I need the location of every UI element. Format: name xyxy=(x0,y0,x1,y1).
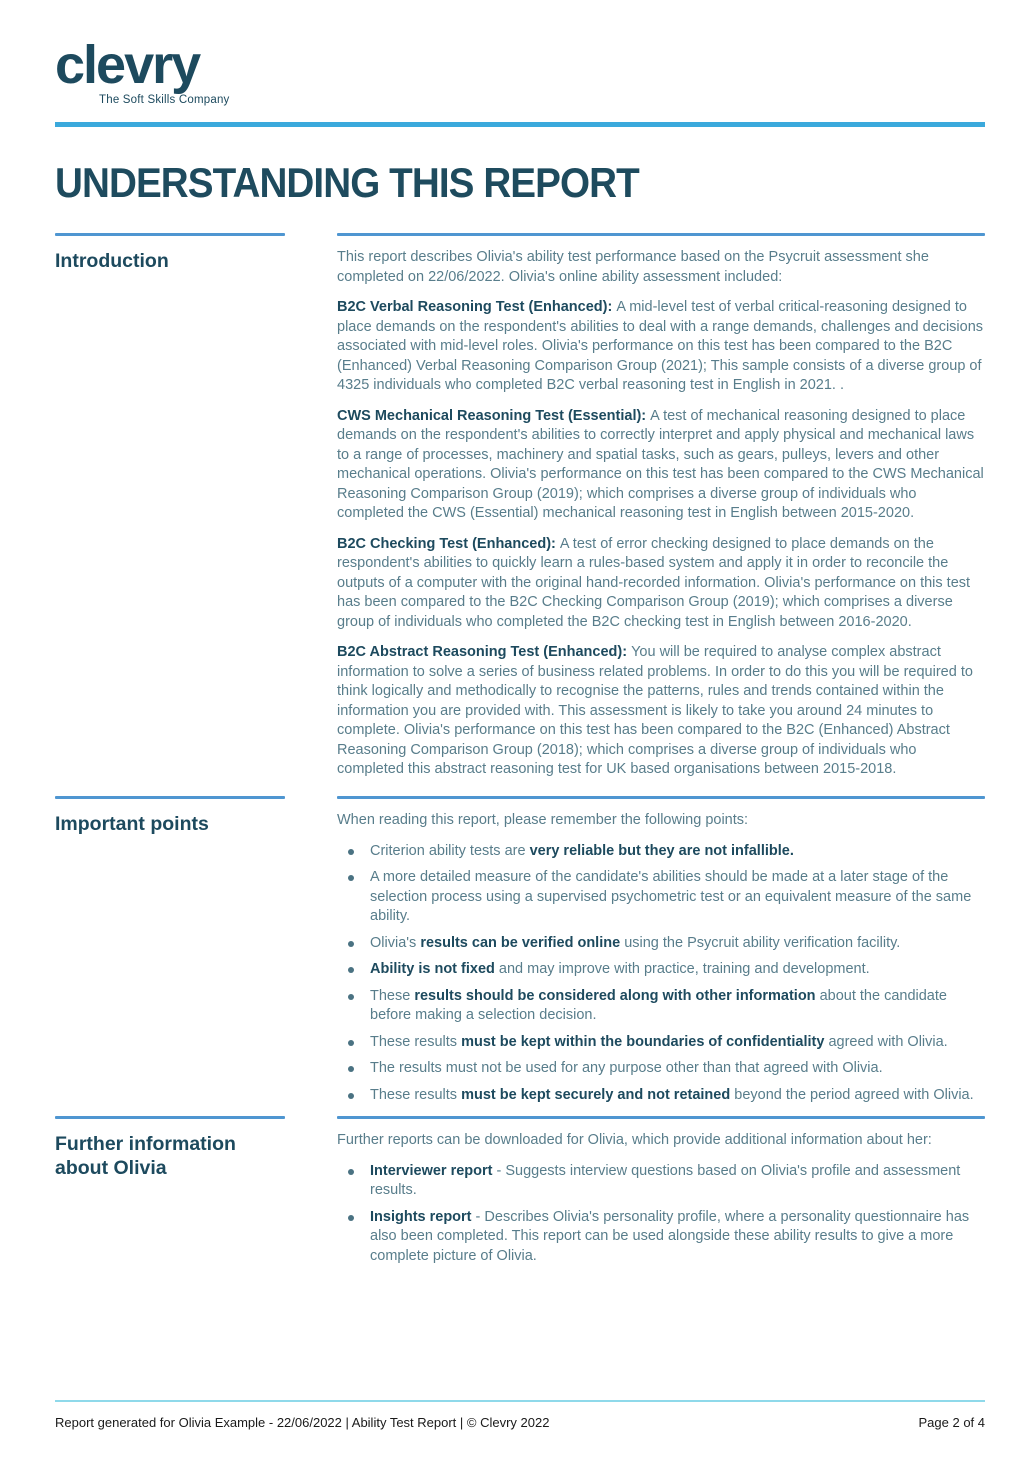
page-footer xyxy=(55,1400,985,1430)
bullet-item xyxy=(337,868,985,927)
text: agreed with Olivia. xyxy=(828,1033,948,1050)
text: Olivia's xyxy=(370,934,421,951)
footer-divider xyxy=(55,1400,985,1402)
section-rule-right xyxy=(337,796,985,799)
section-rule-right xyxy=(337,233,985,236)
bullet-item xyxy=(337,1059,985,1079)
bullet-item xyxy=(337,1162,985,1201)
page-header xyxy=(55,35,985,106)
text-bold: very reliable but they are not infallible. xyxy=(529,842,794,859)
bullet-item xyxy=(337,1086,985,1106)
footer-row xyxy=(55,1415,985,1430)
text: You will be required to analyse complex abstract information to solve a series of business related problems. In order to do this you will be required to think logically and methodically to recognise the patterns, rules and trends contained within the information you are provided with. This assessment is likely to take you around 24 minutes to complete. Olivia's performance on this test has been compared to the B2C (Enhanced) Abstract Reasoning Comparison Group (2018); which comprises a diverse group of individuals who completed this abstract reasoning test for UK based organisations between 2015-2018. xyxy=(337,644,973,778)
text-bold: results should be considered along with other information xyxy=(414,987,820,1004)
bullet-item xyxy=(337,1208,985,1267)
text: about the candidate before making a selection decision. xyxy=(370,987,947,1024)
text: A test of mechanical reasoning designed to place demands on the respondent's abilities to correctly interpret and apply physical and mechanical laws to a range of processes, machinery and spatial tasks, such as gears, pulleys, levers and other mechanical operations. Olivia's performance on this test has been compared to the CWS Mechanical Reasoning Comparison Group (2019); which comprises a diverse group of individuals who completed the CWS (Essential) mechanical reasoning test in English between 2015-2020. xyxy=(337,407,984,522)
section-content-column xyxy=(337,1116,985,1277)
text: - Suggests interview questions based on Olivia's profile and assessment results. xyxy=(370,1162,961,1199)
text: using the Psycruit ability verification facility. xyxy=(624,934,901,951)
section-content-column xyxy=(337,796,985,1116)
text-bold: B2C Verbal Reasoning Test (Enhanced): xyxy=(337,299,617,316)
text-bold: Ability is not fixed xyxy=(370,961,499,978)
paragraph xyxy=(337,248,985,287)
clevry-logo xyxy=(55,35,985,106)
section-content-column xyxy=(337,233,985,796)
header-divider xyxy=(55,122,985,127)
text: These results xyxy=(370,1086,462,1103)
text-bold: CWS Mechanical Reasoning Test (Essential): xyxy=(337,407,651,424)
logo-tagline: The Soft Skills Company xyxy=(99,94,230,106)
section-heading: Further information about Olivia xyxy=(55,1133,236,1180)
bullet-item xyxy=(337,842,985,862)
section-heading: Introduction xyxy=(55,250,169,273)
text-bold: results can be verified online xyxy=(420,934,625,951)
section-label-column xyxy=(55,1116,285,1277)
footer-report-info: Report generated for Olivia Example - 22/06/2022 | Ability Test Report | © Clevry 2022 xyxy=(55,1415,550,1430)
page-title: UNDERSTANDING THIS REPORT xyxy=(55,159,639,206)
text-bold: must be kept within the boundaries of confidentiality xyxy=(461,1033,829,1050)
paragraph xyxy=(337,811,985,831)
paragraph xyxy=(337,1131,985,1151)
bullet-item xyxy=(337,960,985,980)
section-body xyxy=(337,1131,985,1266)
paragraph xyxy=(337,407,985,524)
text: - Describes Olivia's personality profile, where a personality questionnaire has also been completed. This report can be used alongside these ability results to give a more complete picture of Olivia. xyxy=(370,1208,970,1264)
text-bold: must be kept securely and not retained xyxy=(461,1086,735,1103)
text: beyond the period agreed with Olivia. xyxy=(734,1086,974,1103)
report-sections xyxy=(55,233,985,1277)
section-label-column xyxy=(55,233,285,796)
section-heading: Important points xyxy=(55,813,209,836)
bullet-item xyxy=(337,1033,985,1053)
text: A mid-level test of verbal critical-reasoning designed to place demands on the respondent's abilities to deal with a range demands, challenges and decisions associated with mid-level roles. Olivia's performance on this test has been compared to the B2C (Enhanced) Verbal Reasoning Comparison Group (2021); This sample consists of a diverse group of 4325 individuals who completed B2C verbal reasoning test in English in 2021. . xyxy=(337,299,984,394)
text: and may improve with practice, training and development. xyxy=(498,961,870,978)
section-label-column xyxy=(55,796,285,1116)
bullet-list xyxy=(337,1162,985,1267)
paragraph xyxy=(337,298,985,396)
section-body xyxy=(337,248,985,780)
section-important-points xyxy=(55,796,985,1116)
bullet-item xyxy=(337,934,985,954)
text: These results xyxy=(370,1033,462,1050)
paragraph xyxy=(337,535,985,633)
text: A test of error checking designed to place demands on the respondent's abilities to quickly learn a rules-based system and apply it in order to reconcile the outputs of a computer with the original hand-recorded information. Olivia's performance on this test has been compared to the B2C Checking Comparison Group (2019); which comprises a diverse group of individuals who completed the B2C checking test in English between 2016-2020. xyxy=(337,535,971,630)
section-body xyxy=(337,811,985,1105)
text: These xyxy=(370,987,415,1004)
text: When reading this report, please remember the following points: xyxy=(337,812,749,829)
footer-page-number: Page 2 of 4 xyxy=(918,1415,985,1430)
text-bold: B2C Checking Test (Enhanced): xyxy=(337,535,560,552)
bullet-item xyxy=(337,987,985,1026)
section-rule-left xyxy=(55,1116,285,1119)
text-bold: B2C Abstract Reasoning Test (Enhanced): xyxy=(337,644,632,661)
paragraph xyxy=(337,643,985,780)
text: A more detailed measure of the candidate's abilities should be made at a later stage of the selection process using a supervised psychometric test or an equivalent measure of the same ability. xyxy=(370,869,972,925)
section-rule-right xyxy=(337,1116,985,1119)
text: This report describes Olivia's ability test performance based on the Psycruit assessment she completed on 22/06/2022. Olivia's online ability assessment included: xyxy=(337,249,929,285)
section-rule-left xyxy=(55,796,285,799)
bullet-list xyxy=(337,842,985,1106)
text: The results must not be used for any purpose other than that agreed with Olivia. xyxy=(370,1060,883,1077)
section-introduction xyxy=(55,233,985,796)
logo-wordmark: clevry xyxy=(55,35,200,95)
text-bold: Interviewer report xyxy=(370,1162,497,1179)
text: Criterion ability tests are xyxy=(370,842,530,859)
text: Further reports can be downloaded for Olivia, which provide additional information about her: xyxy=(337,1132,932,1149)
section-rule-left xyxy=(55,233,285,236)
section-further-information-about-olivia xyxy=(55,1116,985,1277)
text-bold: Insights report xyxy=(370,1208,476,1225)
